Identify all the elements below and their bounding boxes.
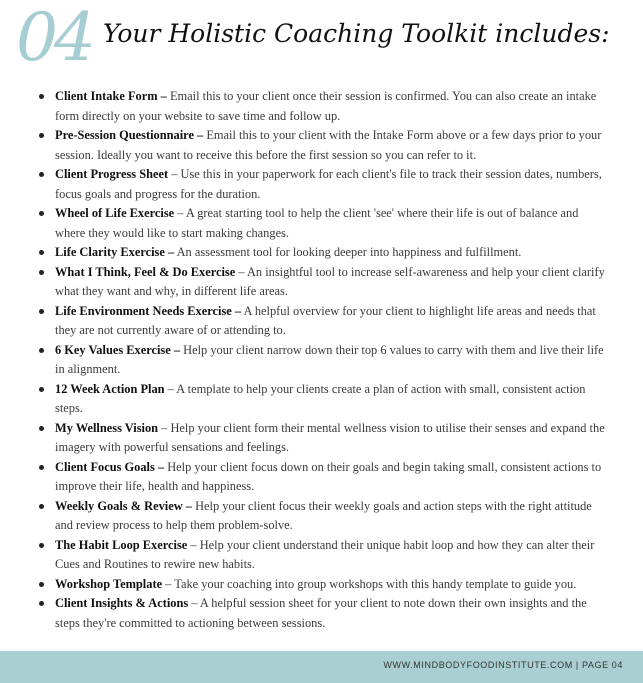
item-term: What I Think, Feel & Do Exercise bbox=[55, 264, 236, 279]
item-description: – Take your coaching into group workshops with this handy template to guide you. bbox=[162, 576, 577, 591]
list-item bbox=[0, 243, 643, 263]
item-term: Life Environment Needs Exercise – bbox=[55, 303, 242, 318]
item-description: – An insightful tool to increase self-awareness and help your client clarify what they want and why, in different life areas. bbox=[55, 264, 605, 298]
bullet-icon bbox=[39, 543, 44, 548]
bullet-icon bbox=[39, 601, 44, 606]
item-description: – A great starting tool to help the client 'see' where their life is out of balance and where they would like to start making changes. bbox=[55, 206, 579, 240]
item-term: Client Focus Goals – bbox=[55, 459, 165, 474]
item-term: The Habit Loop Exercise bbox=[55, 537, 188, 552]
list-item bbox=[0, 87, 643, 126]
item-term: Weekly Goals & Review – bbox=[55, 498, 192, 513]
list-item bbox=[0, 380, 643, 419]
bullet-icon bbox=[39, 348, 44, 353]
list-item bbox=[0, 126, 643, 165]
item-description: – Help your client understand their unique habit loop and how they can alter their Cues and Routines to rewire new habits. bbox=[55, 537, 595, 571]
section-number: 04 bbox=[16, 0, 92, 76]
item-term: Client Intake Form – bbox=[55, 89, 167, 103]
toolkit-list bbox=[0, 87, 643, 633]
item-term: Workshop Template bbox=[55, 576, 163, 591]
list-item bbox=[0, 575, 643, 595]
list-item bbox=[0, 302, 643, 341]
footer-bar bbox=[0, 651, 643, 683]
item-term: 12 Week Action Plan bbox=[55, 381, 165, 396]
bullet-icon bbox=[39, 426, 44, 431]
item-term: Life Clarity Exercise – bbox=[55, 245, 175, 259]
item-term: Client Insights & Actions bbox=[55, 596, 189, 610]
bullet-icon bbox=[39, 250, 44, 255]
list-item bbox=[0, 204, 643, 243]
item-description: Help your client focus their weekly goals and action steps with the right attitude and review process to help them problem-solve. bbox=[55, 498, 592, 532]
list-item bbox=[0, 594, 643, 633]
item-term: Wheel of Life Exercise bbox=[55, 206, 175, 220]
item-description: – Use this in your paperwork for each client's file to track their session dates, numbers, focus goals and progress for the duration. bbox=[55, 167, 602, 201]
list-item bbox=[0, 458, 643, 497]
bullet-icon bbox=[39, 211, 44, 216]
item-description: – Help your client form their mental wellness vision to utilise their senses and expand the imagery with powerful sensations and feelings. bbox=[55, 420, 605, 454]
bullet-icon bbox=[39, 465, 44, 470]
item-term: My Wellness Vision bbox=[55, 420, 159, 435]
bullet-icon bbox=[39, 309, 44, 314]
bullet-icon bbox=[39, 387, 44, 392]
footer-text: WWW.MINDBODYFOODINSTITUTE.COM | PAGE 04 bbox=[383, 660, 623, 670]
item-description: Help your client narrow down their top 6 values to carry with them and live their life in alignment. bbox=[55, 342, 604, 376]
item-description: Help your client focus down on their goals and begin taking small, consistent actions to improve their life, health and happiness. bbox=[55, 459, 602, 493]
list-item bbox=[0, 165, 643, 204]
bullet-icon bbox=[39, 94, 44, 99]
list-item bbox=[0, 263, 643, 302]
bullet-icon bbox=[39, 504, 44, 509]
list-item bbox=[0, 497, 643, 536]
item-description: Email this to your client with the Intake Form above or a few days prior to your session. Ideally you want to receive this before the first session so you can refer to it. bbox=[55, 128, 602, 162]
item-description: – A helpful session sheet for your client to note down their own insights and the steps they're committed to actioning between sessions. bbox=[55, 596, 587, 630]
item-term: Client Progress Sheet bbox=[55, 167, 169, 181]
page-header bbox=[0, 0, 643, 80]
item-description: A helpful overview for your client to highlight life areas and needs that they are not currently aware of or attending to. bbox=[55, 303, 596, 337]
page-title: Your Holistic Coaching Toolkit includes: bbox=[103, 19, 610, 48]
list-item bbox=[0, 536, 643, 575]
list-item bbox=[0, 419, 643, 458]
list-item bbox=[0, 341, 643, 380]
item-description: An assessment tool for looking deeper into happiness and fulfillment. bbox=[174, 245, 522, 259]
item-term: 6 Key Values Exercise – bbox=[55, 342, 181, 357]
item-description: – A template to help your clients create a plan of action with small, consistent action steps. bbox=[55, 381, 586, 415]
bullet-icon bbox=[39, 582, 44, 587]
bullet-icon bbox=[39, 133, 44, 138]
item-description: Email this to your client once their session is confirmed. You can also create an intake form directly on your website to save time and follow up. bbox=[55, 89, 597, 123]
item-term: Pre-Session Questionnaire – bbox=[55, 128, 204, 142]
bullet-icon bbox=[39, 270, 44, 275]
bullet-icon bbox=[39, 172, 44, 177]
